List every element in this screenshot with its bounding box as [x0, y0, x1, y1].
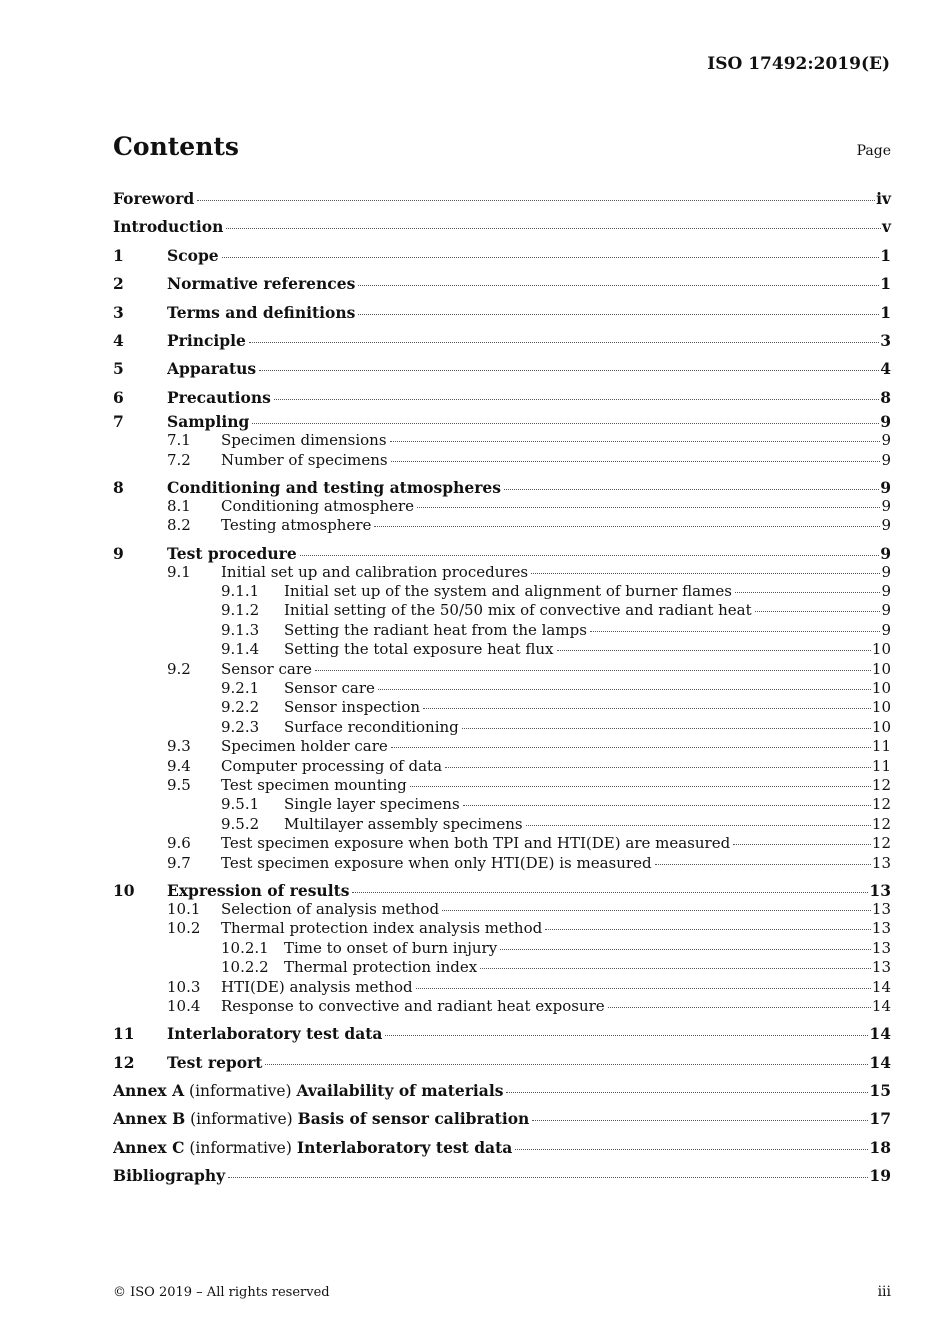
annex-title: Availability of materials [296, 1081, 504, 1101]
toc-entry-introduction[interactable] [113, 213, 891, 241]
toc-page: iv [876, 189, 891, 208]
toc-page: 12 [871, 834, 891, 853]
toc-title: Expression of results [167, 880, 350, 900]
toc-leader [442, 910, 871, 911]
toc-title: Specimen holder care [221, 737, 388, 756]
toc-number: 6 [113, 387, 124, 407]
toc-leader [506, 1092, 868, 1093]
toc-page: 9 [881, 601, 891, 620]
toc-number: 10.2 [167, 919, 201, 938]
toc-number: 9.7 [167, 853, 191, 872]
annex-label: Annex A [113, 1081, 185, 1101]
toc-title: Selection of analysis method [221, 899, 440, 918]
toc-number: 9 [113, 543, 124, 563]
toc-title: Interlaboratory test data [167, 1024, 383, 1044]
toc-entry-annex-a[interactable] [113, 1077, 891, 1105]
toc-entry-12[interactable] [113, 1049, 891, 1077]
toc-page: 9 [880, 412, 891, 432]
toc-page: v [881, 217, 891, 237]
toc-number: 9.5.2 [221, 814, 260, 833]
toc-leader [385, 1035, 868, 1036]
toc-title: Scope [167, 245, 219, 265]
toc-entry-8-1[interactable] [113, 497, 891, 516]
toc-number: 9.1.1 [221, 582, 260, 601]
toc-number: 10.4 [167, 996, 201, 1015]
toc-leader [391, 461, 880, 462]
toc-page: 9 [881, 582, 891, 601]
section-gap [113, 470, 891, 478]
toc-page: 13 [871, 919, 891, 938]
toc-title: HTI(DE) analysis method [221, 977, 413, 996]
toc-page: 13 [871, 853, 891, 872]
toc-number: 8.1 [167, 496, 191, 515]
toc-title: Surface reconditioning [284, 717, 459, 736]
toc-number: 10.2.1 [221, 938, 269, 957]
toc-title: Response to convective and radiant heat exposure [221, 996, 605, 1015]
toc-entry-9-5-2[interactable] [113, 815, 891, 834]
toc-number: 9.5 [167, 775, 191, 794]
section-gap [113, 873, 891, 881]
toc-title: Apparatus [167, 359, 257, 379]
toc-page: 13 [871, 899, 891, 918]
toc-entry-10[interactable] [113, 881, 891, 900]
toc-leader [733, 844, 871, 845]
toc-entry-1[interactable] [113, 242, 891, 270]
page-number: iii [877, 1284, 891, 1300]
toc-page: 12 [871, 814, 891, 833]
toc-title: Thermal protection index analysis method [221, 919, 543, 938]
toc-leader [532, 1120, 868, 1121]
contents-heading: Contents [113, 132, 240, 161]
toc-leader [197, 200, 875, 201]
toc-title [113, 1105, 531, 1133]
toc-entry-10-4[interactable] [113, 997, 891, 1016]
toc-leader [480, 968, 871, 969]
toc-page: 1 [880, 245, 891, 265]
toc-page: 9 [881, 562, 891, 581]
toc-leader [226, 228, 881, 229]
toc-page: 13 [871, 958, 891, 977]
toc-title: Initial set up and calibration procedures [221, 562, 529, 581]
toc-page: 1 [880, 274, 891, 294]
document-id: ISO 17492:2019(E) [707, 54, 890, 74]
toc-entry-9-1-1[interactable] [113, 582, 891, 601]
toc-number: 10.3 [167, 977, 201, 996]
toc-leader [315, 670, 871, 671]
toc-title: Initial set up of the system and alignment of burner flames [284, 582, 732, 601]
toc-entry-10-2-2[interactable] [113, 958, 891, 977]
toc-leader [390, 441, 880, 442]
toc-leader [423, 708, 871, 709]
toc-leader [352, 892, 868, 893]
toc-page: 10 [871, 640, 891, 659]
toc-entry-9-2[interactable] [113, 660, 891, 679]
toc-page: 19 [869, 1166, 891, 1186]
table-of-contents [113, 185, 891, 1191]
toc-entry-7-1[interactable] [113, 431, 891, 450]
toc-title: Conditioning atmosphere [221, 496, 415, 515]
toc-entry-9-2-2[interactable] [113, 698, 891, 717]
toc-number: 9.2.3 [221, 717, 260, 736]
toc-leader [259, 370, 879, 371]
toc-page: 4 [880, 359, 891, 379]
toc-title: Sensor care [284, 679, 375, 698]
toc-entry-4[interactable] [113, 327, 891, 355]
toc-leader [463, 805, 871, 806]
toc-number: 8.2 [167, 516, 191, 535]
annex-type: (informative) [185, 1110, 298, 1129]
toc-title: Single layer specimens [284, 795, 460, 814]
toc-leader [462, 728, 871, 729]
toc-number: 4 [113, 330, 124, 350]
toc-entry-9-1-3[interactable] [113, 621, 891, 640]
toc-number: 9.1.3 [221, 620, 260, 639]
toc-entry-11[interactable] [113, 1020, 891, 1048]
toc-page: 9 [880, 477, 891, 497]
toc-leader [274, 399, 879, 400]
toc-page: 11 [871, 737, 891, 756]
toc-number: 10 [113, 880, 135, 900]
toc-title: Setting the total exposure heat flux [284, 640, 554, 659]
annex-type: (informative) [184, 1082, 297, 1101]
toc-number: 5 [113, 359, 124, 379]
toc-entry-10-3[interactable] [113, 978, 891, 997]
toc-number: 7 [113, 412, 124, 432]
toc-title: Initial setting of the 50/50 mix of convective and radiant heat [284, 601, 752, 620]
toc-entry-8-2[interactable] [113, 516, 891, 535]
toc-number: 2 [113, 274, 124, 294]
toc-entry-9-4[interactable] [113, 757, 891, 776]
toc-title: Computer processing of data [221, 756, 443, 775]
toc-title: Test specimen exposure when both TPI and HTI(DE) are measured [221, 834, 731, 853]
toc-page: 3 [880, 330, 891, 350]
toc-number: 11 [113, 1024, 135, 1044]
toc-page: 10 [871, 659, 891, 678]
toc-leader [504, 489, 879, 490]
toc-leader [249, 342, 879, 343]
toc-title: Foreword [113, 189, 195, 208]
toc-page: 18 [869, 1137, 891, 1157]
toc-page: 9 [881, 516, 891, 535]
annex-title: Basis of sensor calibration [297, 1109, 530, 1129]
toc-leader [358, 285, 879, 286]
toc-page: 9 [880, 543, 891, 563]
toc-page: 8 [880, 387, 891, 407]
toc-entry-annex-b[interactable] [113, 1105, 891, 1133]
toc-leader [222, 257, 880, 258]
toc-page: 15 [869, 1081, 891, 1101]
toc-entry-annex-c[interactable] [113, 1134, 891, 1162]
annex-label: Annex B [113, 1109, 186, 1129]
annex-label: Annex C [113, 1137, 185, 1157]
toc-leader [755, 611, 880, 612]
toc-entry-9-2-3[interactable] [113, 718, 891, 737]
toc-leader [655, 864, 871, 865]
toc-leader [300, 555, 880, 556]
toc-title: Number of specimens [221, 450, 388, 469]
toc-number: 9.3 [167, 737, 191, 756]
toc-entry-10-1[interactable] [113, 900, 891, 919]
toc-title: Bibliography [113, 1166, 226, 1186]
toc-page: 12 [871, 775, 891, 794]
toc-page: 17 [869, 1109, 891, 1129]
toc-entry-9[interactable] [113, 544, 891, 563]
toc-leader [391, 747, 871, 748]
toc-title: Sampling [167, 412, 250, 432]
toc-leader [526, 825, 871, 826]
toc-entry-9-1-4[interactable] [113, 640, 891, 659]
toc-page: 13 [869, 880, 891, 900]
toc-page: 14 [869, 1052, 891, 1072]
toc-entry-5[interactable] [113, 355, 891, 383]
toc-title: Test report [167, 1052, 263, 1072]
toc-title: Principle [167, 330, 246, 350]
toc-page: 10 [871, 698, 891, 717]
section-gap [113, 536, 891, 544]
toc-entry-7[interactable] [113, 412, 891, 431]
toc-entry-10-2-1[interactable] [113, 939, 891, 958]
toc-entry-7-2[interactable] [113, 451, 891, 470]
toc-number: 8 [113, 477, 124, 497]
toc-title: Normative references [167, 274, 356, 294]
toc-entry-8[interactable] [113, 478, 891, 497]
annex-title: Interlaboratory test data [296, 1137, 513, 1157]
toc-page: 9 [881, 496, 891, 515]
toc-leader [416, 988, 871, 989]
toc-leader [410, 786, 871, 787]
toc-entry-9-5[interactable] [113, 776, 891, 795]
toc-leader [531, 573, 880, 574]
toc-number: 12 [113, 1052, 135, 1072]
toc-title: Sensor inspection [284, 698, 421, 717]
toc-entry-10-2[interactable] [113, 919, 891, 938]
toc-leader [500, 949, 871, 950]
toc-number: 7.1 [167, 431, 191, 450]
toc-page: 9 [881, 620, 891, 639]
toc-number: 10.2.2 [221, 958, 269, 977]
toc-page: 12 [871, 795, 891, 814]
toc-leader [265, 1064, 868, 1065]
toc-entry-6[interactable] [113, 384, 891, 412]
toc-title: Terms and definitions [167, 302, 356, 322]
toc-leader [557, 650, 871, 651]
toc-entry-9-7[interactable] [113, 854, 891, 873]
toc-page: 10 [871, 717, 891, 736]
toc-leader [515, 1149, 868, 1150]
toc-title: Multilayer assembly specimens [284, 814, 523, 833]
toc-number: 9.5.1 [221, 795, 260, 814]
toc-title [113, 1077, 505, 1105]
toc-entry-9-1-2[interactable] [113, 601, 891, 620]
toc-title: Time to onset of burn injury [284, 938, 498, 957]
toc-title: Sensor care [221, 659, 312, 678]
toc-page: 9 [881, 431, 891, 450]
toc-entry-9-3[interactable] [113, 737, 891, 756]
toc-leader [252, 423, 879, 424]
toc-entry-2[interactable] [113, 270, 891, 298]
toc-entry-9-1[interactable] [113, 563, 891, 582]
copyright-notice: © ISO 2019 – All rights reserved [113, 1285, 330, 1300]
toc-leader [228, 1177, 868, 1178]
toc-title: Test specimen mounting [221, 775, 407, 794]
toc-number: 9.2.2 [221, 698, 260, 717]
toc-title: Setting the radiant heat from the lamps [284, 620, 587, 639]
toc-leader [545, 929, 871, 930]
toc-entry-9-6[interactable] [113, 834, 891, 853]
toc-number: 3 [113, 302, 124, 322]
toc-title [113, 1134, 514, 1162]
toc-leader [378, 689, 871, 690]
toc-page: 14 [871, 996, 891, 1015]
toc-number: 1 [113, 245, 124, 265]
toc-page: 1 [880, 302, 891, 322]
toc-leader [608, 1007, 871, 1008]
toc-leader [735, 592, 880, 593]
toc-page: 10 [871, 679, 891, 698]
toc-leader [445, 767, 871, 768]
toc-number: 7.2 [167, 450, 191, 469]
toc-title: Testing atmosphere [221, 516, 372, 535]
toc-number: 9.1 [167, 562, 191, 581]
toc-page: 14 [871, 977, 891, 996]
page-column-label: Page [856, 143, 891, 159]
toc-number: 9.4 [167, 756, 191, 775]
annex-type: (informative) [184, 1138, 297, 1157]
toc-number: 10.1 [167, 899, 201, 918]
toc-title: Specimen dimensions [221, 431, 387, 450]
toc-title: Test procedure [167, 543, 297, 563]
toc-entry-3[interactable] [113, 299, 891, 327]
toc-entry-foreword[interactable] [113, 185, 891, 213]
toc-title: Thermal protection index [284, 958, 478, 977]
toc-number: 9.2.1 [221, 679, 260, 698]
toc-entry-9-2-1[interactable] [113, 679, 891, 698]
toc-number: 9.6 [167, 834, 191, 853]
toc-page: 13 [871, 938, 891, 957]
toc-page: 9 [881, 450, 891, 469]
toc-leader [590, 631, 880, 632]
toc-title: Conditioning and testing atmospheres [167, 477, 501, 497]
toc-leader [358, 314, 879, 315]
toc-title: Test specimen exposure when only HTI(DE) is measured [221, 853, 652, 872]
toc-leader [374, 526, 880, 527]
toc-number: 9.1.4 [221, 640, 260, 659]
toc-page: 14 [869, 1024, 891, 1044]
toc-number: 9.1.2 [221, 601, 260, 620]
toc-number: 9.2 [167, 659, 191, 678]
toc-leader [417, 507, 880, 508]
toc-title: Precautions [167, 387, 271, 407]
toc-page: 11 [871, 756, 891, 775]
toc-entry-bibliography[interactable] [113, 1162, 891, 1190]
toc-title: Introduction [113, 217, 224, 237]
toc-entry-9-5-1[interactable] [113, 795, 891, 814]
